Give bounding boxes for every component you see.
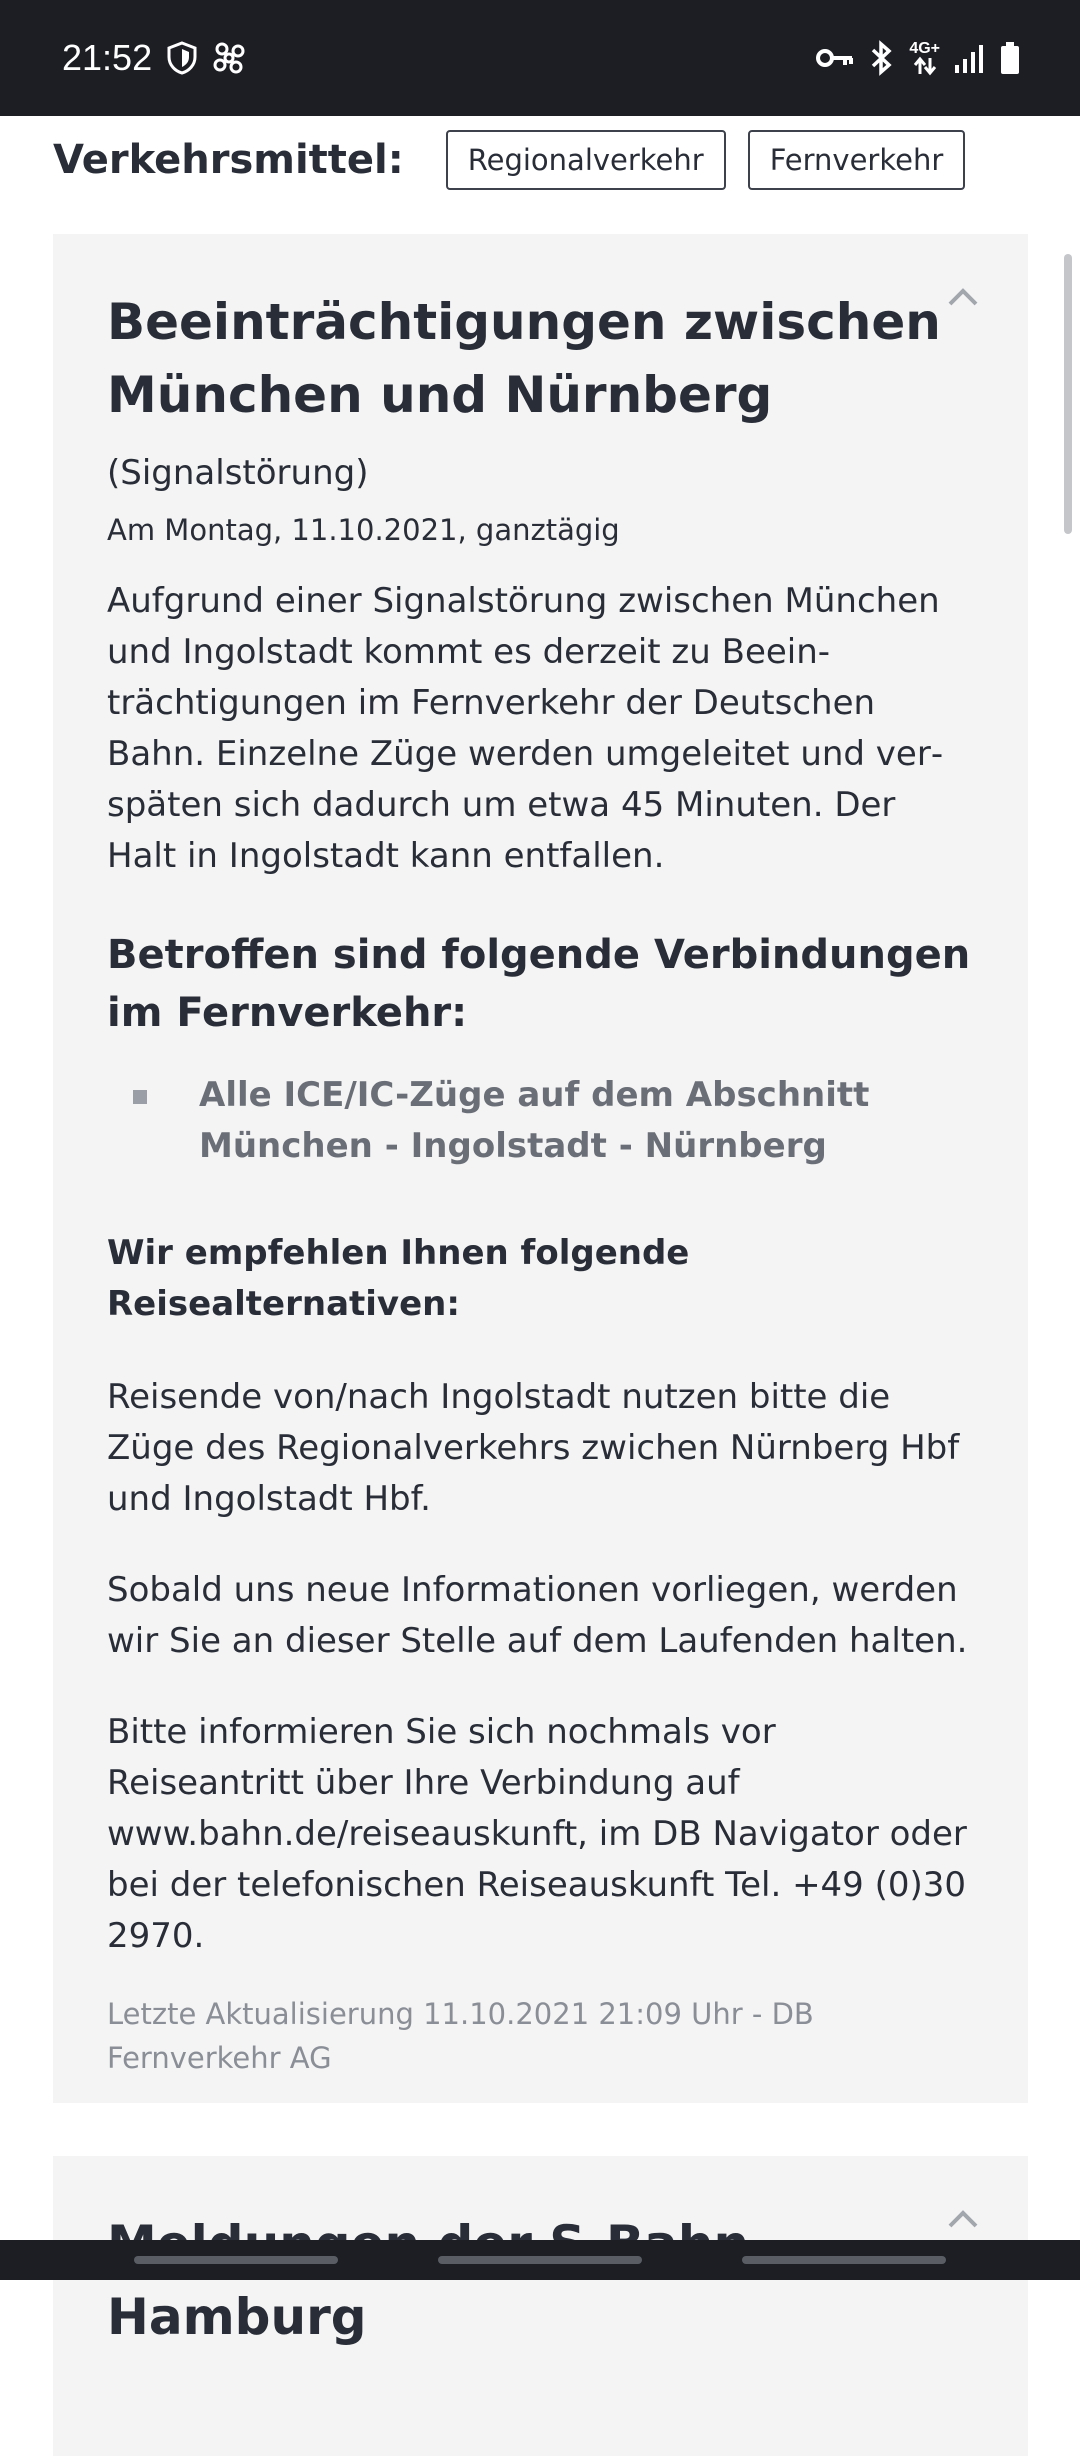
network-type-label: 4G+ [909, 40, 940, 57]
nav-recents-handle[interactable] [134, 2256, 338, 2264]
data-arrows-icon [909, 41, 940, 75]
bullet-icon [133, 1090, 147, 1104]
disruption-card [53, 234, 1028, 2103]
card-title: Hamburg [107, 2288, 367, 2346]
nav-back-handle[interactable] [742, 2256, 946, 2264]
vpn-key-icon [815, 46, 855, 70]
sbahn-hamburg-card [53, 2156, 1028, 2456]
filter-label: Verkehrsmittel: [53, 137, 404, 183]
disruption-description: Aufgrund einer Signalstörung zwischen München und Ingolstadt kommt es derzeit zu Beeinträchtigungen im Fernverkehr der Deutschen Bahn. Einzelne Züge werden umgeleitet und verspäten sich dadurch um etwa 45 Minuten. Der Halt in Ingolstadt kann entfallen. [107, 581, 944, 876]
status-bar [0, 0, 1080, 116]
scrollbar[interactable] [1064, 254, 1072, 534]
affected-list [107, 1070, 974, 1172]
battery-icon [1000, 42, 1020, 74]
chevron-up-icon[interactable] [946, 2208, 980, 2234]
disruption-cause: (Signalstörung) [107, 453, 369, 493]
disruption-date: Am Montag, 11.10.2021, ganztägig [107, 513, 620, 547]
status-right [815, 40, 1020, 76]
card-title: Beeinträchtigungen zwischen München und Nürnberg [107, 293, 941, 424]
nav-home-handle[interactable] [438, 2256, 642, 2264]
chevron-up-icon[interactable] [946, 286, 980, 312]
last-updated: Letzte Aktualisierung 11.10.2021 21:09 Uhr - DB Fernverkehr AG [107, 1997, 814, 2075]
filter-chip-regionalverkehr[interactable]: Regionalverkehr [446, 130, 726, 190]
info-notice: Bitte informieren Sie sich nochmals vor Reiseantritt über Ihre Verbindung auf www.bahn.de/reiseauskunft, im DB Navigator oder bei der telefonischen Reiseauskunft Tel. +49 (0)30 2970. [107, 1712, 967, 1956]
affected-connection: Alle ICE/IC-Züge auf dem Abschnitt München - Ingolstadt - Nürnberg [199, 1075, 870, 1166]
filter-chip-fernverkehr[interactable]: Fernverkehr [748, 130, 966, 190]
list-item [133, 1070, 974, 1172]
updates-notice: Sobald uns neue Informationen vorliegen, werden wir Sie an dieser Stelle auf dem Laufenden halten. [107, 1570, 968, 1661]
alternatives-text: Reisende von/nach Ingolstadt nutzen bitte die Züge des Regionalverkehrs zwichen Nürnberg Hbf und Ingolstadt Hbf. [107, 1377, 960, 1519]
status-time: 21:52 [62, 37, 153, 78]
page-content[interactable] [0, 116, 1080, 2346]
alternatives-heading: Wir empfehlen Ihnen folgende Reisealternativen: [107, 1233, 690, 1324]
shield-icon [166, 41, 198, 75]
navigation-bar [0, 2240, 1080, 2280]
signal-icon [954, 43, 986, 73]
transport-filter [53, 130, 987, 190]
bluetooth-icon [869, 40, 895, 76]
status-left [62, 37, 246, 79]
affected-heading: Betroffen sind folgende Verbindungen im Fernverkehr: [107, 932, 971, 1036]
fan-icon [212, 41, 246, 75]
